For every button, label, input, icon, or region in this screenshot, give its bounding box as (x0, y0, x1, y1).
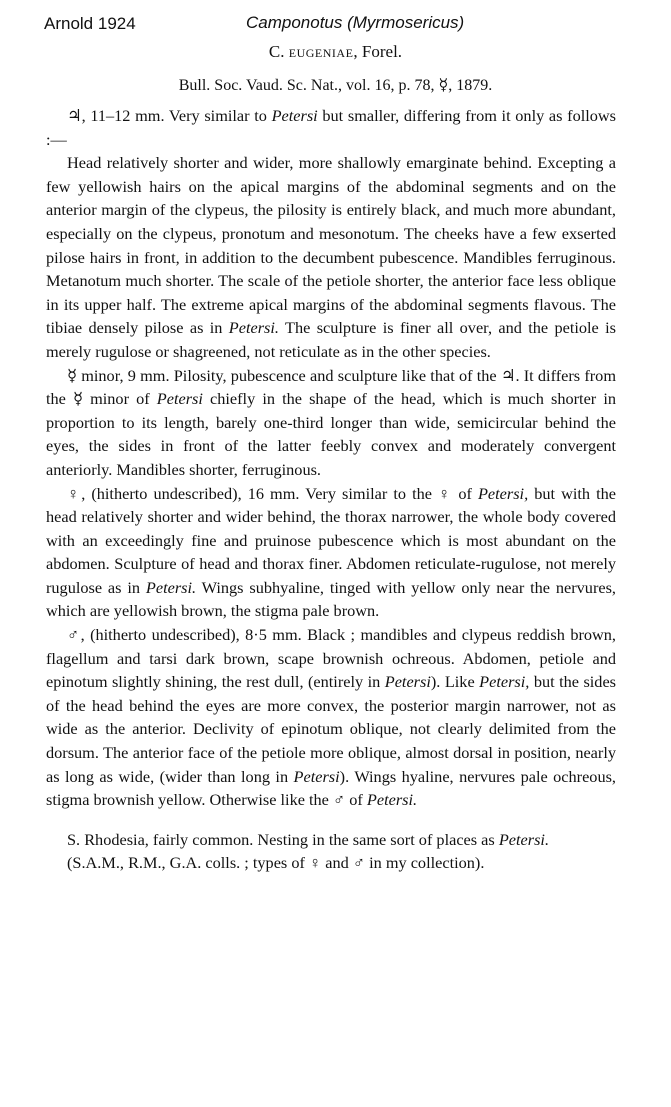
paragraph-distribution: S. Rhodesia, fairly common. Nesting in the same sort of places as Petersi. (67, 829, 550, 849)
document-body (46, 104, 616, 875)
header-author-year: Arnold 1924 (44, 14, 136, 33)
species-genus-abbr: C. (268, 42, 285, 61)
paragraph-male: ♂, (hitherto undescribed), 8·5 mm. Black ; mandibles and clypeus reddish brown, flagellum and tarsi dark brown, scape brownish ochreous. Abdomen, petiole and epinotum slightly shining, the rest dull, (entirely in Petersi). Like Petersi, but the sides of the head behind the eyes are more convex, the posterior margin narrower, not as wide as the anterior. Declivity of epinotum oblique, not clearly delimited from the dorsum. The anterior face of the petiole more oblique, almost dorsal in position, nearly as long as wide, (wider than long in Petersi). Wings hyaline, nervures pale ochreous, stigma brownish yellow. Otherwise like the ♂ of Petersi. (46, 625, 617, 810)
species-author: , Forel. (353, 42, 403, 61)
paragraph-collections: (S.A.M., R.M., G.A. colls. ; types of ♀ and ♂ in my collection). (67, 853, 485, 873)
paragraph-female: ♀, (hitherto undescribed), 16 mm. Very similar to the ♀ of Petersi, but with the head relatively shorter and wider behind, the thorax narrower, the whole body covered with an exceedingly fine and pruinose pubescence which is most abundant on the abdomen. Sculpture of head and thorax finer. Abdomen reticulate-rugulose, not merely rugulose as in Petersi. Wings subhyaline, tinged with yellow only near the nervures, which are yellowish brown, the stigma pale brown. (46, 483, 616, 621)
paragraph-major-details: Head relatively shorter and wider, more shallowly emarginate behind. Excepting a few yellowish hairs on the apical margins of the abdominal segments and on the anterior margin of the clypeus, the pilosity is entirely black, and much more abundant, especially on the clypeus, pronotum and mesonotum. The cheeks have a few exserted pilose hairs in front, in addition to the decumbent pubescence. Mandibles ferruginous. Metanotum much shorter. The scale of the petiole shorter, the anterior face less oblique in its upper half. The extreme apical margins of the abdominal segments flavous. The tibiae densely pilose as in Petersi. The sculpture is finer all over, and the petiole is merely rugulose or shagreened, not reticulate as in the other species. (46, 153, 616, 361)
species-name: eugeniae (288, 42, 354, 61)
paragraph-major-worker: ♃, 11–12 mm. Very similar to Petersi but smaller, differing from it only as follows :— (46, 106, 616, 149)
species-heading (0, 42, 671, 62)
citation: Bull. Soc. Vaud. Sc. Nat., vol. 16, p. 78, ☿, 1879. (178, 77, 493, 94)
header-genus: Camponotus (Myrmosericus) (246, 13, 465, 32)
paragraph-minor-worker: ☿ minor, 9 mm. Pilosity, pubescence and sculpture like that of the ♃. It differs from the ☿ minor of Petersi chiefly in the shape of the head, which is much shorter in proportion to its length, barely one-third longer than wide, semicircular behind the eyes, the sides in front of the latter feebly convex and moderately convergent anteriorly. Mandibles shorter, ferruginous. (46, 365, 616, 479)
